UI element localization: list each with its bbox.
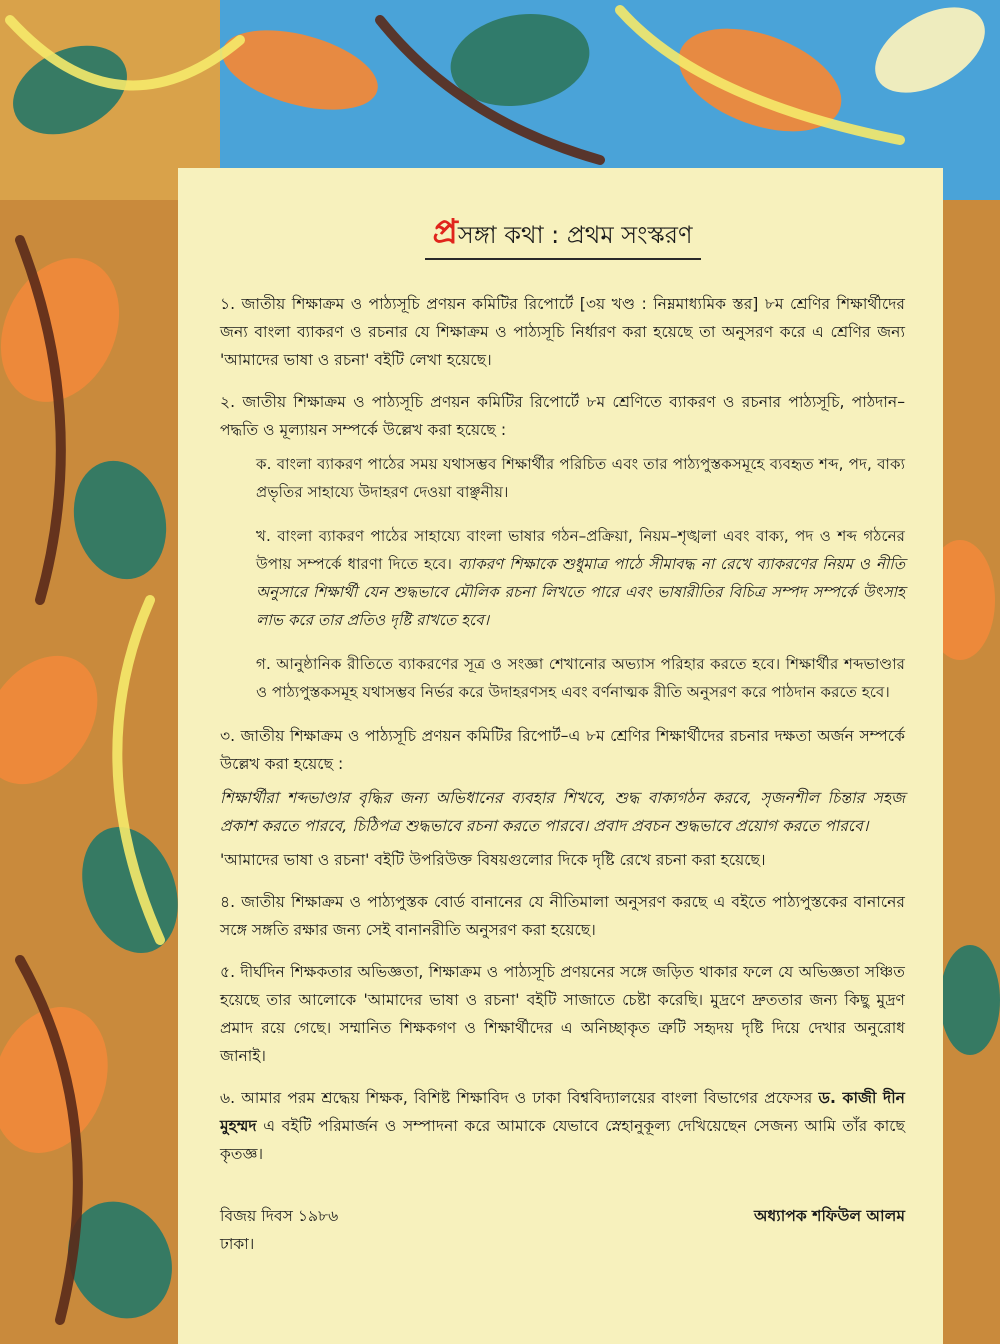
section-2: ২. জাতীয় শিক্ষাক্রম ও পাঠ্যসূচি প্রণয়ন কমিটির রিপোর্টে ৮ম শ্রেণিতে ব্যাকরণ ও রচনার পাঠ্যসূচি, পাঠদান–পদ্ধতি ও মূল্যায়ন সম্পর্কে উল্লেখ করা হয়েছে : — [220, 393, 905, 440]
section-2a: ক. বাংলা ব্যাকরণ পাঠের সময় যথাসম্ভব শিক্ষার্থীর পরিচিত এবং তার পাঠ্যপুস্তকসমূহে ব্যবহৃত শব্দ, পদ, বাক্য প্রভৃতির সাহায্যে উদাহরণ দেওয়া বাঞ্ছনীয়। — [256, 455, 905, 502]
section-2b-text: খ. বাংলা ব্যাকরণ পাঠের সাহায্যে বাংলা ভাষার গঠন–প্রক্রিয়া, নিয়ম–শৃঙ্খলা এবং বাক্য, পদ ও শব্দ গঠনের উপায় সম্পর্কে ধারণা দিতে হবে। — [256, 527, 905, 574]
section-3-note: 'আমাদের ভাষা ও রচনা' বইটি উপরিউক্ত বিষয়গুলোর দিকে দৃষ্টি রেখে রচনা করা হয়েছে। — [220, 851, 766, 870]
section-4: ৪. জাতীয় শিক্ষাক্রম ও পাঠ্যপুস্তক বোর্ড বানানের যে নীতিমালা অনুসরণ করছে এ বইতে পাঠ্যপুস্তকের বানানের সঙ্গে সঙ্গতি রক্ষার জন্য সেই বানানরীতি অনুসরণ করা হয়েছে। — [220, 893, 905, 940]
title-dropcap: প্র — [432, 212, 458, 252]
date-place — [220, 1202, 338, 1258]
section-6-text-a: ৬. আমার পরম শ্রদ্ধেয় শিক্ষক, বিশিষ্ট শিক্ষাবিদ ও ঢাকা বিশ্ববিদ্যালয়ের বাংলা বিভাগের প্রফেসর — [220, 1089, 819, 1108]
title-text: সঙ্গা কথা : প্রথম সংস্করণ — [457, 221, 693, 249]
author-name: অধ্যাপক শফিউল আলম — [754, 1207, 905, 1226]
footer-date: বিজয় দিবস ১৯৮৬ — [220, 1207, 339, 1226]
section-6-professor-name: ড. কাজী দীন মুহম্মদ — [220, 1089, 905, 1136]
signature-block — [220, 1202, 905, 1262]
section-6 — [220, 1084, 905, 1168]
preface-panel — [178, 168, 943, 1344]
section-5: ৫. দীর্ঘদিন শিক্ষকতার অভিজ্ঞতা, শিক্ষাক্রম ও পাঠ্যসূচি প্রণয়নের সঙ্গে জড়িত থাকার ফলে যে অভিজ্ঞতা সঞ্চিত হয়েছে তার আলোকে 'আমাদের ভাষা ও রচনা' বইটি সাজাতে চেষ্টা করেছি। মুদ্রণে দ্রুততার জন্য কিছু মুদ্রণ প্রমাদ রয়ে গেছে। সম্মানিত শিক্ষকগণ ও শিক্ষার্থীদের এ অনিচ্ছাকৃত ত্রুটি সহৃদয় দৃষ্টি দিয়ে দেখার অনুরোধ জানাই। — [220, 963, 905, 1066]
section-2c: গ. আনুষ্ঠানিক রীতিতে ব্যাকরণের সূত্র ও সংজ্ঞা শেখানোর অভ্যাস পরিহার করতে হবে। শিক্ষার্থীর শব্দভাণ্ডার ও পাঠ্যপুস্তকসমূহ যথাসম্ভব নির্ভর করে উদাহরণসহ এবং বর্ণনাত্মক রীতি অনুসরণ করে পাঠদান করতে হবে। — [256, 655, 905, 702]
section-6-text-b: এ বইটি পরিমার্জন ও সম্পাদনা করে আমাকে যেভাবে স্নেহানুকূল্য দেখিয়েছেন সেজন্য আমি তাঁর কাছে কৃতজ্ঞ। — [220, 1117, 905, 1164]
section-1: ১. জাতীয় শিক্ষাক্রম ও পাঠ্যসূচি প্রণয়ন কমিটির রিপোর্টে [৩য় খণ্ড : নিম্নমাধ্যমিক স্তর] ৮ম শ্রেণির শিক্ষার্থীদের জন্য বাংলা ব্যাকরণ ও রচনার যে শিক্ষাক্রম ও পাঠ্যসূচি নির্ধারণ করা হয়েছে তা অনুসরণ করে এ শ্রেণির জন্য 'আমাদের ভাষা ও রচনা' বইটি লেখা হয়েছে। — [220, 295, 905, 370]
section-2b-italic: ব্যাকরণ শিক্ষাকে শুধুমাত্র পাঠে সীমাবদ্ধ না রেখে ব্যাকরণের নিয়ম ও নীতি অনুসারে শিক্ষার্থী যেন শুদ্ধভাবে মৌলিক রচনা লিখতে পারে এবং ভাষারীতির বিচিত্র সম্পদ সম্পর্কে উৎসাহ লাভ করে তার প্রতিও দৃষ্টি রাখতে হবে। — [256, 555, 905, 630]
section-3: ৩. জাতীয় শিক্ষাক্রম ও পাঠ্যসূচি প্রণয়ন কমিটির রিপোর্ট–এ ৮ম শ্রেণির শিক্ষার্থীদের রচনার দক্ষতা অর্জন সম্পর্কে উল্লেখ করা হয়েছে : — [220, 727, 905, 774]
section-2b — [220, 522, 905, 634]
section-3-quote: শিক্ষার্থীরা শব্দভাণ্ডার বৃদ্ধির জন্য অভিধানের ব্যবহার শিখবে, শুদ্ধ বাক্যগঠন করবে, সৃজনশীল চিন্তার সহজ প্রকাশ করতে পারবে, চিঠিপত্র শুদ্ধভাবে রচনা করতে পারবে। প্রবাদ প্রবচন শুদ্ধভাবে প্রয়োগ করতে পারবে। — [220, 789, 905, 836]
page-title — [220, 210, 905, 260]
footer-place: ঢাকা। — [220, 1235, 255, 1254]
